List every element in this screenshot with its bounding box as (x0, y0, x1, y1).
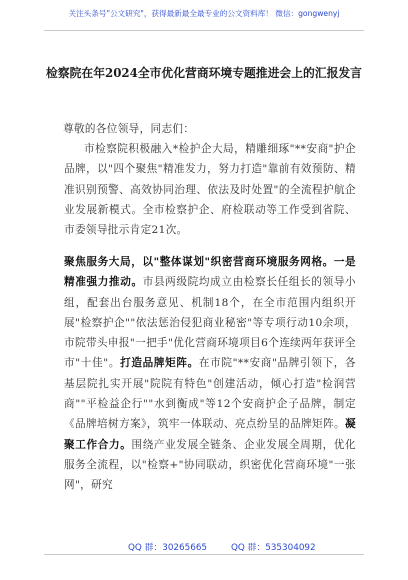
point-heading-3: 凝聚工作合力。 (64, 418, 356, 451)
point-text-3: 围绕产业发展全链条、企业发展全周期，优化服务全流程，以"检察+"协同联动，织密优化营商环境"一张网"，研究 (64, 438, 356, 492)
document-title: 检察院在年2024全市优化营商环境专题推进会上的汇报发言 (46, 66, 362, 80)
paragraph-1: 市检察院积极融入*检护企大局，精雕细琢"**安商"护企品牌，以"四个聚焦"精准发力，努力打造"靠前有效预防、精准识别预警、高效协同治理、依法及时处置"的全流程护航企业发展新模式。全市检察护企、府检联动等工作受到省院、市委领导批示肯定21次。 (64, 143, 356, 237)
section-heading: 聚焦服务大局，以"整体谋划"织密营商环境服务网格。 (64, 256, 334, 268)
point-text-1: 市县两级院均成立由检察长任组长的领导小组，配套出台服务意见、机制18个，在全市范围内组织开展"检察护企""依法惩治侵犯商业秘密"等专项行动10余项，市院带头申报"一把手"优化营商环境项目6个连续两年获评全市"十佳"。 (64, 276, 356, 370)
greeting: 尊敬的各位领导，同志们： (63, 123, 195, 135)
qq-group-2: QQ 群：535304092 (231, 543, 316, 553)
header-divider (44, 30, 364, 31)
point-heading-2: 打造品牌矩阵。 (120, 357, 199, 370)
footer-divider (44, 554, 364, 555)
paragraph-2 (64, 252, 356, 496)
point-heading-1: 一是精准强力推动。 (64, 256, 356, 289)
qq-group-1: QQ 群：30265665 (128, 543, 208, 553)
point-text-2: 在市院"**安商"品牌引领下，各基层院扎实开展"院院有特色"创建活动，倾心打造"检润营商""平检益企行""水到衡成"等12个安商护企子品牌，制定《品牌培树方案》，筑牢一体联动、亮点纷呈的品牌矩阵。 (64, 357, 356, 431)
header-notice: 关注头条号"公文研究"，获得最新最全最专业的公文资料库！ 微信：gongwenyj (68, 9, 340, 18)
